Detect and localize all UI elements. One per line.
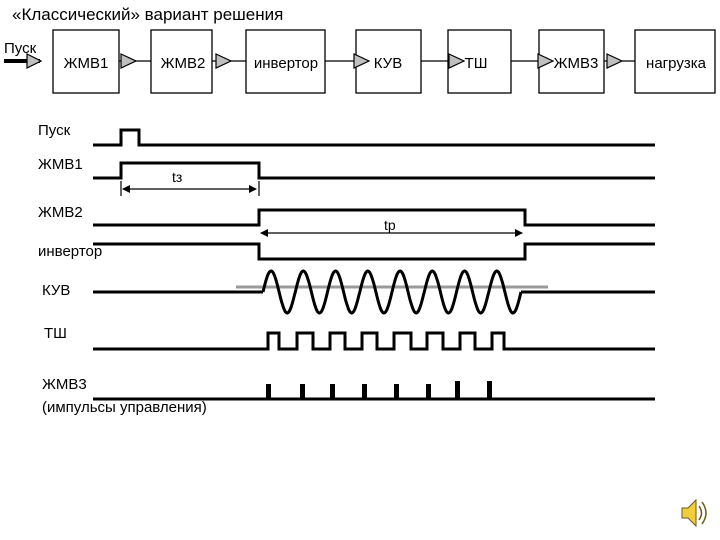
signal-label-kuv: КУВ — [42, 282, 71, 299]
chain-arrow — [607, 54, 622, 68]
control-pulse — [426, 384, 431, 399]
signal-trace-kuv-wave — [263, 271, 521, 313]
control-pulse — [394, 384, 399, 399]
signal-label-inverter: инвертор — [38, 243, 103, 260]
signal-trace-zhmv2 — [93, 210, 655, 225]
control-pulse — [487, 381, 492, 399]
speaker-icon[interactable] — [682, 500, 706, 526]
block-zhmv3-label: ЖМВ3 — [553, 55, 599, 72]
signal-label-zhmv2: ЖМВ2 — [38, 204, 83, 221]
pulse-label: tр — [384, 217, 396, 233]
zhmv3-pulses — [266, 381, 492, 399]
signal-label-tsh: ТШ — [44, 325, 67, 342]
page-title: «Классический» вариант решения — [12, 5, 284, 24]
signal-label-zhmv3: ЖМВ3 — [42, 376, 87, 393]
signal-trace-tsh — [93, 333, 655, 349]
signal-trace-start — [93, 130, 655, 145]
block-kuv-label: КУВ — [373, 55, 403, 72]
signal-label-zhmv1: ЖМВ1 — [38, 156, 83, 173]
control-pulse — [300, 384, 305, 399]
delay-label: tз — [172, 169, 183, 185]
block-zhmv2-label: ЖМВ2 — [160, 55, 206, 72]
signal-trace-inverter — [93, 244, 655, 259]
control-pulse — [266, 384, 271, 399]
control-pulse — [455, 381, 460, 399]
control-pulse — [330, 384, 335, 399]
signal-sublabel-zhmv3: (импульсы управления) — [42, 399, 207, 416]
chain-arrow — [216, 54, 231, 68]
chain-start-label: Пуск — [4, 40, 37, 57]
block-chain — [4, 30, 715, 93]
control-pulse — [362, 384, 367, 399]
block-zhmv1-label: ЖМВ1 — [63, 55, 109, 72]
block-load-label: нагрузка — [646, 55, 706, 72]
block-tsh-label: ТШ — [464, 55, 488, 72]
block-inverter-label: инвертор — [253, 55, 319, 72]
timing-chart — [38, 122, 655, 416]
signal-label-start: Пуск — [38, 122, 71, 139]
chain-arrow — [121, 54, 136, 68]
